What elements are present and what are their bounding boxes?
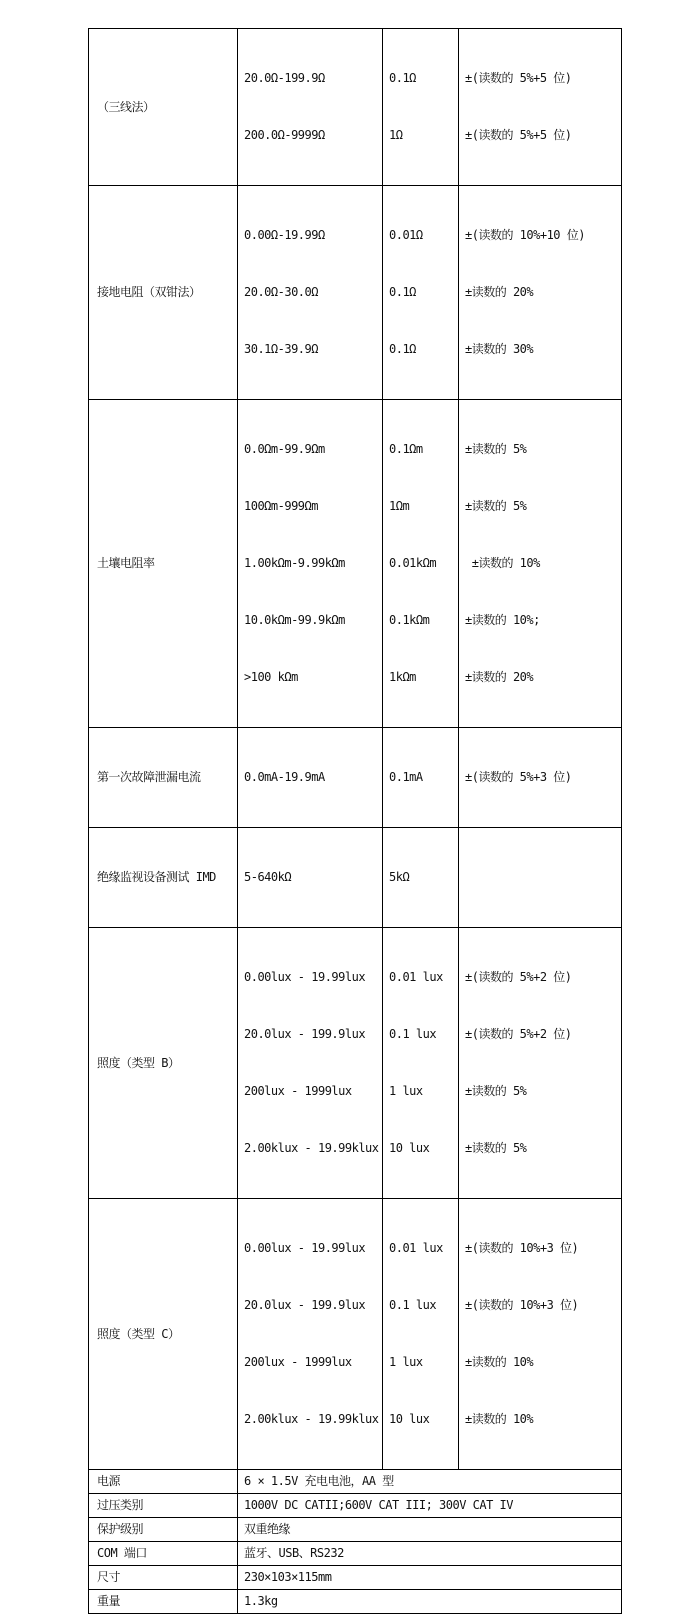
info-label-cell: 保护级别 (89, 1518, 238, 1542)
accuracy-cell (459, 400, 622, 728)
accuracy-line: ±(读数的 5%+2 位) (465, 970, 572, 984)
accuracy-cell (459, 928, 622, 1199)
accuracy-cell (459, 29, 622, 186)
info-label-cell: 电源 (89, 1470, 238, 1494)
table-row (89, 1590, 622, 1614)
resolution-line: 1 lux (389, 1084, 423, 1098)
accuracy-cell (459, 828, 622, 928)
resolution-line: 1kΩm (389, 670, 416, 684)
info-value-cell: 1000V DC CATII;600V CAT III; 300V CAT IV (238, 1494, 622, 1518)
table-row (89, 1199, 622, 1470)
resolution-cell (383, 400, 459, 728)
range-line: 0.0Ωm-99.9Ωm (244, 442, 325, 456)
info-value-cell: 蓝牙、USB、RS232 (238, 1542, 622, 1566)
resolution-line: 1Ω (389, 128, 403, 142)
accuracy-line: ±读数的 5% (465, 1084, 527, 1098)
range-line: 0.00Ω-19.99Ω (244, 228, 325, 242)
range-line: 20.0lux - 199.9lux (244, 1298, 366, 1312)
resolution-line: 5kΩ (389, 870, 410, 884)
table-row (89, 1470, 622, 1494)
param-cell: 照度（类型 B） (89, 928, 238, 1199)
range-line: 0.00lux - 19.99lux (244, 1241, 366, 1255)
range-line: 0.00lux - 19.99lux (244, 970, 366, 984)
table-row (89, 400, 622, 728)
resolution-line: 0.1Ω (389, 71, 416, 85)
range-line: 200lux - 1999lux (244, 1355, 352, 1369)
table-row (89, 186, 622, 400)
accuracy-line: ±读数的 10%; (465, 613, 540, 627)
info-label-cell: 重量 (89, 1590, 238, 1614)
range-cell (238, 928, 383, 1199)
table-row (89, 828, 622, 928)
range-line: 10.0kΩm-99.9kΩm (244, 613, 345, 627)
range-line: 2.00klux - 19.99klux (244, 1141, 379, 1155)
table-row (89, 29, 622, 186)
range-cell (238, 728, 383, 828)
resolution-line: 1Ωm (389, 499, 410, 513)
range-line: >100 kΩm (244, 670, 298, 684)
accuracy-line: ±(读数的 10%+3 位) (465, 1298, 579, 1312)
resolution-line: 0.1Ωm (389, 442, 423, 456)
resolution-cell (383, 728, 459, 828)
range-line: 1.00kΩm-9.99kΩm (244, 556, 345, 570)
param-cell: 绝缘监视设备测试 IMD (89, 828, 238, 928)
accuracy-line: ±(读数的 5%+5 位) (465, 128, 572, 142)
accuracy-line: ±读数的 20% (465, 670, 534, 684)
accuracy-line: ±读数的 30% (465, 342, 534, 356)
resolution-line: 0.1 lux (389, 1298, 437, 1312)
resolution-line: 0.1Ω (389, 285, 416, 299)
accuracy-line: ±读数的 5% (465, 499, 527, 513)
info-value-cell: 6 × 1.5V 充电电池，AA 型 (238, 1470, 622, 1494)
resolution-cell (383, 1199, 459, 1470)
accuracy-line: ±(读数的 10%+3 位) (465, 1241, 579, 1255)
param-cell: 第一次故障泄漏电流 (89, 728, 238, 828)
resolution-cell (383, 29, 459, 186)
table-row (89, 1566, 622, 1590)
table-row (89, 1518, 622, 1542)
range-cell (238, 400, 383, 728)
info-value-cell: 双重绝缘 (238, 1518, 622, 1542)
accuracy-line: ±读数的 5% (465, 442, 527, 456)
info-label-cell: 尺寸 (89, 1566, 238, 1590)
range-line: 2.00klux - 19.99klux (244, 1412, 379, 1426)
resolution-cell (383, 928, 459, 1199)
accuracy-line: ±(读数的 10%+10 位) (465, 228, 585, 242)
range-line: 20.0Ω-199.9Ω (244, 71, 325, 85)
table-row (89, 728, 622, 828)
resolution-line: 10 lux (389, 1141, 430, 1155)
resolution-line: 0.1Ω (389, 342, 416, 356)
info-label-cell: 过压类别 (89, 1494, 238, 1518)
resolution-line: 10 lux (389, 1412, 430, 1426)
range-cell (238, 186, 383, 400)
range-line: 20.0lux - 199.9lux (244, 1027, 366, 1041)
resolution-cell (383, 828, 459, 928)
param-cell: 照度（类型 C） (89, 1199, 238, 1470)
info-value-cell: 230×103×115mm (238, 1566, 622, 1590)
accuracy-cell (459, 728, 622, 828)
accuracy-line: ±(读数的 5%+2 位) (465, 1027, 572, 1041)
param-cell: 土壤电阻率 (89, 400, 238, 728)
resolution-line: 0.01 lux (389, 1241, 443, 1255)
param-cell: （三线法） (89, 29, 238, 186)
accuracy-line: ±读数的 20% (465, 285, 534, 299)
info-value-cell: 1.3kg (238, 1590, 622, 1614)
range-cell (238, 1199, 383, 1470)
table-row (89, 928, 622, 1199)
accuracy-line: ±读数的 10% (465, 1355, 534, 1369)
accuracy-line: ±读数的 10% (465, 556, 540, 570)
table-row (89, 1542, 622, 1566)
accuracy-cell (459, 1199, 622, 1470)
accuracy-line: ±读数的 10% (465, 1412, 534, 1426)
resolution-line: 0.01kΩm (389, 556, 437, 570)
range-cell (238, 828, 383, 928)
resolution-line: 0.01Ω (389, 228, 423, 242)
accuracy-line (465, 868, 615, 887)
resolution-line: 0.1kΩm (389, 613, 430, 627)
range-line: 5-640kΩ (244, 870, 292, 884)
resolution-cell (383, 186, 459, 400)
info-label-cell: COM 端口 (89, 1542, 238, 1566)
accuracy-line: ±(读数的 5%+3 位) (465, 770, 572, 784)
accuracy-cell (459, 186, 622, 400)
range-line: 20.0Ω-30.0Ω (244, 285, 318, 299)
accuracy-line: ±(读数的 5%+5 位) (465, 71, 572, 85)
range-line: 0.0mA-19.9mA (244, 770, 325, 784)
spec-table (88, 28, 622, 1614)
resolution-line: 0.1 lux (389, 1027, 437, 1041)
range-line: 30.1Ω-39.9Ω (244, 342, 318, 356)
range-cell (238, 29, 383, 186)
param-cell: 接地电阻（双钳法） (89, 186, 238, 400)
resolution-line: 1 lux (389, 1355, 423, 1369)
resolution-line: 0.1mA (389, 770, 423, 784)
range-line: 200.0Ω-9999Ω (244, 128, 325, 142)
accuracy-line: ±读数的 5% (465, 1141, 527, 1155)
range-line: 100Ωm-999Ωm (244, 499, 318, 513)
resolution-line: 0.01 lux (389, 970, 443, 984)
table-row (89, 1494, 622, 1518)
range-line: 200lux - 1999lux (244, 1084, 352, 1098)
